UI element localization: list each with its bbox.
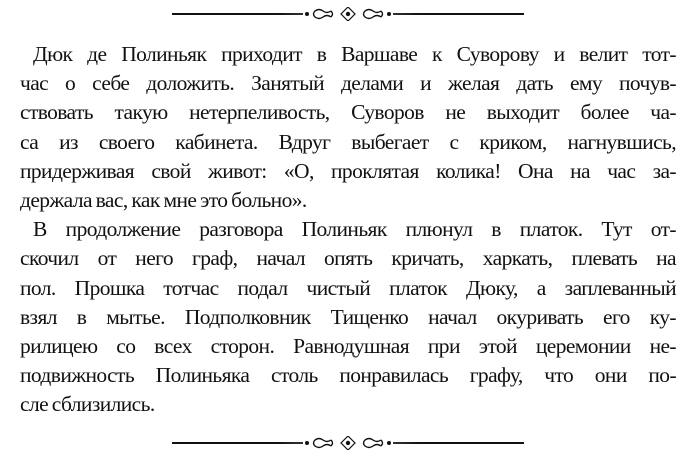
bottom-ornament-divider [172,436,524,450]
text-line: подвижность Полиньяка столь понравилась графу, что они по- [20,363,676,388]
fleuron-icon [303,436,393,450]
text-line: час о себе доложить. Занятый делами и желая дать ему почув- [20,71,676,96]
divider-rule [393,13,524,15]
text-line: Дюк де Полиньяк приходит в Варшаве к Суворову и велит тот- [33,42,676,66]
divider-rule [172,442,303,444]
paragraph-2 [20,215,676,419]
text-line: держала вас, как мне это больно». [20,187,307,212]
text-line: В продолжение разговора Полиньяк плюнул в платок. Тут от- [33,217,676,242]
text-line: взял в мытье. Подполковник Тищенко начал окуривать его ку- [20,304,676,329]
text-line: ствовать такую нетерпеливость, Суворов не выходит более ча- [20,100,676,125]
divider-rule [393,442,524,444]
text-line: пол. Прошка тотчас подал чистый платок Дюку, а заплеванный [20,275,676,300]
text-line: сле сблизились. [20,392,155,417]
top-ornament-divider [172,7,524,21]
fleuron-icon [303,7,393,21]
text-line: скочил от него граф, начал опять кричать, харкать, плевать на [20,246,676,271]
divider-rule [172,13,303,15]
text-line: са из своего кабинета. Вдруг выбегает с криком, нагнувшись, [20,129,676,154]
text-line: рилицею со всех сторон. Равнодушная при этой церемонии не- [20,333,676,358]
document-body [20,40,676,419]
paragraph-1 [20,40,676,215]
text-line: придерживая свой живот: «О, проклятая колика! Она на час за- [20,158,676,183]
